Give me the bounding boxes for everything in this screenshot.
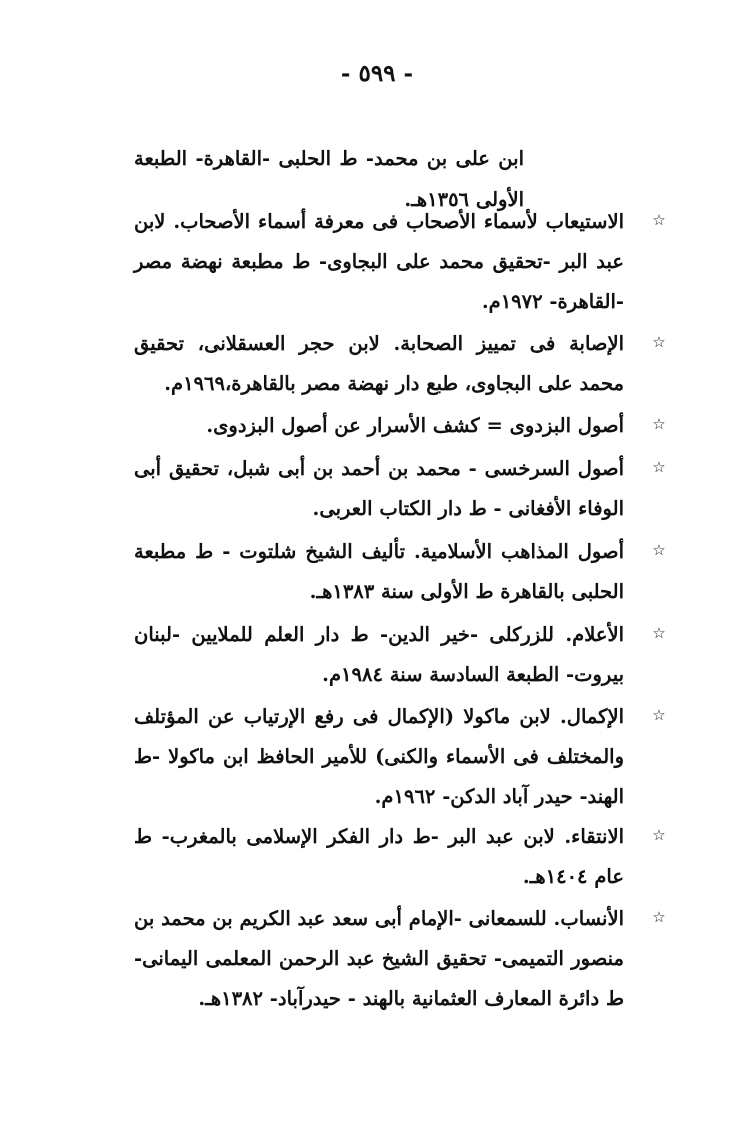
star-icon: ☆: [652, 826, 666, 844]
star-icon: ☆: [652, 415, 666, 433]
bibliography-entry: [0, 697, 754, 817]
entry-text: الأنساب. للسمعانى -الإمام أبى سعد عبد الكريم بن محمد بن منصور التميمى- تحقيق الشيخ عبد الرحمن المعلمى اليمانى- ط دائرة المعارف العثمانية بالهند - حيدرآباد- ١٣٨٢هـ.: [134, 907, 624, 1010]
star-icon: ☆: [652, 458, 666, 476]
star-icon: ☆: [652, 706, 666, 724]
bibliography-entry: [0, 406, 754, 449]
entry-text: أصول السرخسى - محمد بن أحمد بن أبى شبل، تحقيق أبى الوفاء الأفغانى - ط دار الكتاب العربى.: [134, 457, 624, 520]
entry-text: الإصابة فى تمييز الصحابة. لابن حجر العسقلانى، تحقيق محمد على البجاوى، طبع دار نهضة مصر بالقاهرة،١٩٦٩م.: [134, 332, 624, 395]
entry-text: أصول المذاهب الأسلامية. تأليف الشيخ شلتوت - ط مطبعة الحلبى بالقاهرة ط الأولى سنة ١٣٨٣هـ.: [134, 540, 624, 603]
bibliography-entry: [0, 899, 754, 1059]
star-icon: ☆: [652, 541, 666, 559]
entry-text: الانتقاء. لابن عبد البر -ط دار الفكر الإسلامى بالمغرب- ط عام ١٤٠٤هـ.: [134, 825, 624, 888]
continuation-text: ابن على بن محمد- ط الحلبى -القاهرة- الطبعة الأولى ١٣٥٦هـ.: [134, 146, 524, 211]
page-number: - ٥٩٩ -: [340, 60, 414, 87]
bibliography-entry: [0, 449, 754, 532]
bibliography-entry: [0, 202, 754, 324]
entry-text: الاستيعاب لأسماء الأصحاب فى معرفة أسماء الأصحاب. لابن عبد البر -تحقيق محمد على البجاوى- ط مطبعة نهضة مصر -القاهرة- ١٩٧٢م.: [134, 210, 624, 313]
entry-text: أصول البزدوى = كشف الأسرار عن أصول البزدوى.: [206, 414, 624, 437]
entry-text: الأعلام. للزركلى -خير الدين- ط دار العلم للملايين -لبنان بيروت- الطبعة السادسة سنة ١٩٨٤م.: [134, 623, 624, 686]
entry-text: الإكمال. لابن ماكولا (الإكمال فى رفع الإرتياب عن المؤتلف والمختلف فى الأسماء والكنى) للأمير الحافظ ابن ماكولا -ط الهند- حيدر آباد الدكن- ١٩٦٢م.: [134, 705, 624, 808]
bibliography-entry: [0, 615, 754, 697]
bibliography-entry: [0, 532, 754, 615]
bibliography-list: [0, 202, 754, 1059]
star-icon: ☆: [652, 333, 666, 351]
bibliography-entry: [0, 324, 754, 406]
star-icon: ☆: [652, 211, 666, 229]
bibliography-entry: [0, 817, 754, 899]
star-icon: ☆: [652, 908, 666, 926]
star-icon: ☆: [652, 624, 666, 642]
